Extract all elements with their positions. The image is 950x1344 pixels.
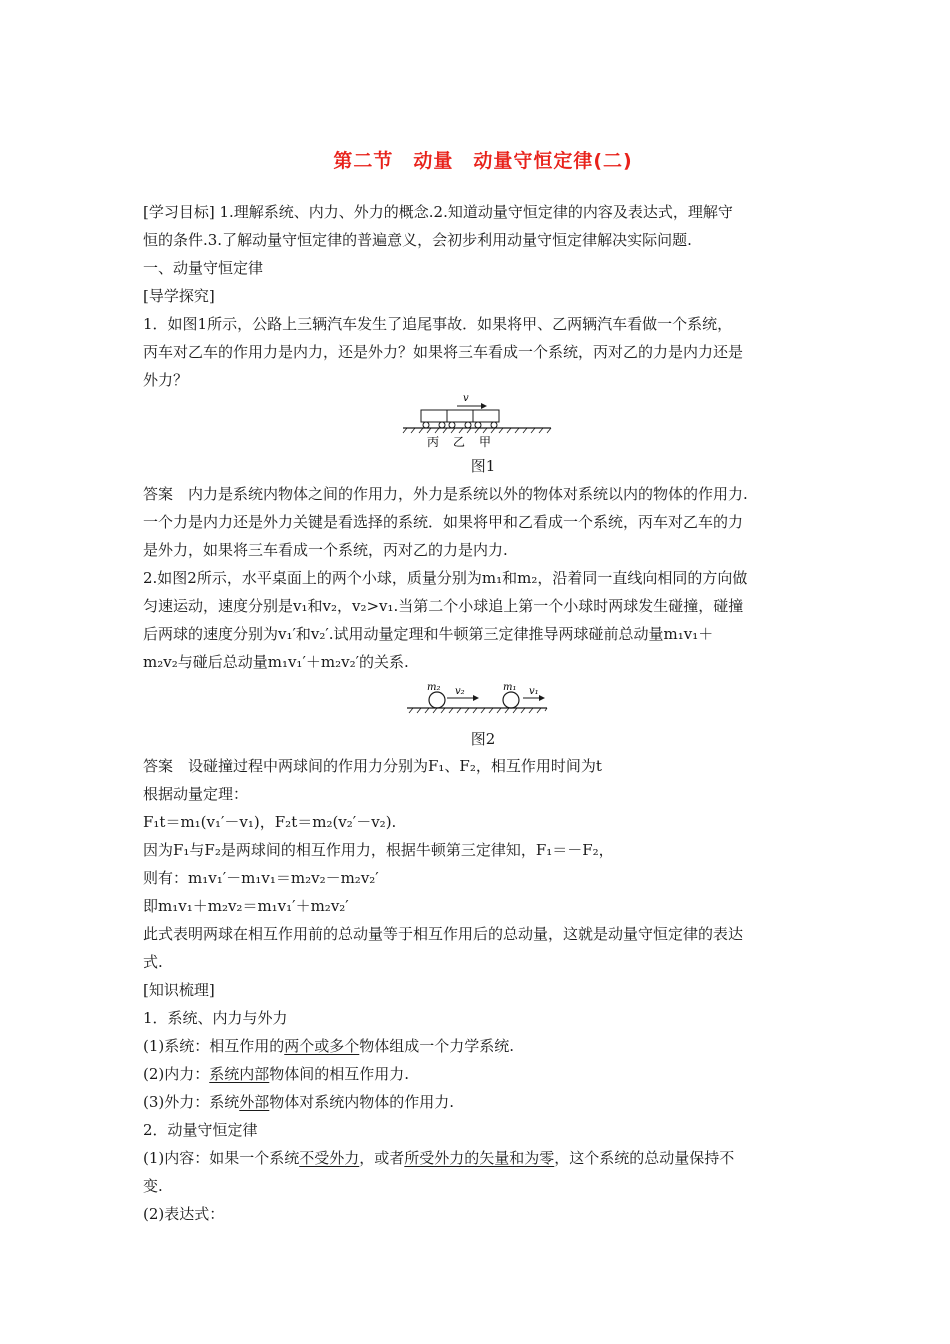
underlined-answer: 不受外力	[299, 1149, 360, 1167]
knowledge-2-item-1	[143, 1148, 823, 1168]
knowledge-1-heading: 1．系统、内力与外力	[143, 1009, 288, 1027]
question-2-line-4: m₂v₂与碰后总动量m₁v₁′＋m₂v₂′的关系.	[143, 653, 409, 671]
road-hatching	[403, 428, 551, 433]
knowledge-2-item-2: (2)表达式：	[143, 1205, 225, 1223]
guide-header: [导学探究]	[143, 287, 215, 305]
text: 物体组成一个力学系统.	[359, 1037, 515, 1055]
fig1-arrow-head	[481, 403, 487, 409]
knowledge-1-item-1	[143, 1036, 823, 1056]
table-hatching	[409, 708, 547, 713]
answer-2-line-3: F₁t＝m₁(v₁′－v₁)，F₂t＝m₂(v₂′－v₂).	[143, 813, 397, 831]
answer-2-line-6: 即m₁v₁＋m₂v₂＝m₁v₁′＋m₂v₂′	[143, 897, 349, 915]
text: ，或者	[359, 1149, 405, 1167]
text: (1)系统：相互作用的	[143, 1037, 285, 1055]
question-2-line-2: 匀速运动，速度分别是v₁和v₂，v₂>v₁.当第二个小球追上第一个小球时两球发生碰撞，碰撞	[143, 597, 744, 615]
fig1-label-yi: 乙	[453, 435, 466, 449]
answer-2-line-7: 此式表明两球在相互作用前的总动量等于相互作用后的总动量，这就是动量守恒定律的表达	[143, 925, 744, 943]
car-yi	[447, 410, 473, 422]
figure-2-caption: 图2	[470, 730, 496, 748]
figure-1-cars	[401, 392, 561, 450]
fig2-v2-arrow-head	[473, 695, 479, 701]
car-jia	[473, 410, 499, 422]
answer-1-line-2: 一个力是内力还是外力关键是看选择的系统．如果将甲和乙看成一个系统，丙车对乙车的力	[143, 513, 744, 531]
answer-1-line-3: 是外力，如果将三车看成一个系统，丙对乙的力是内力.	[143, 541, 508, 559]
knowledge-2-heading: 2．动量守恒定律	[143, 1121, 258, 1139]
question-1-line-1: 1．如图1所示，公路上三辆汽车发生了追尾事故．如果将甲、乙两辆汽车看做一个系统，	[143, 315, 733, 333]
objectives-line-2: 恒的条件.3.了解动量守恒定律的普遍意义，会初步利用动量守恒定律解决实际问题.	[143, 231, 692, 249]
knowledge-2-item-1-cont: 变.	[143, 1177, 163, 1195]
fig1-velocity-label: v	[463, 393, 469, 404]
wheel	[423, 422, 429, 428]
question-2-line-3: 后两球的速度分别为v₁′和v₂′.试用动量定理和牛顿第三定律推导两球碰前总动量m₁v₁＋	[143, 625, 714, 643]
figure-1-caption: 图1	[470, 457, 496, 475]
ball-2	[429, 692, 445, 708]
fig2-v2-label: v₂	[455, 686, 465, 697]
text: (1)内容：如果一个系统	[143, 1149, 300, 1167]
page-title: 第二节 动量 动量守恒定律(二)	[333, 150, 633, 172]
underlined-answer: 两个或多个	[284, 1037, 360, 1055]
fig2-m2-label: m₂	[427, 682, 441, 693]
fig1-label-bing: 丙	[427, 435, 440, 449]
underlined-answer: 系统内部	[209, 1065, 270, 1083]
ball-1	[503, 692, 519, 708]
question-1-line-2: 丙车对乙车的作用力是内力，还是外力？如果将三车看成一个系统，丙对乙的力是内力还是	[143, 343, 744, 361]
fig2-v1-arrow-head	[539, 695, 545, 701]
objectives-line-1: [学习目标] 1.理解系统、内力、外力的概念.2.知道动量守恒定律的内容及表达式，理解守	[143, 203, 733, 221]
fig2-v1-label: v₁	[529, 686, 539, 697]
answer-2-line-5: 则有：m₁v₁′－m₁v₁＝m₂v₂－m₂v₂′	[143, 869, 379, 887]
figure-2-balls	[405, 680, 549, 716]
wheel	[491, 422, 497, 428]
wheel	[449, 422, 455, 428]
wheel	[439, 422, 445, 428]
wheel	[475, 422, 481, 428]
knowledge-1-item-3	[143, 1092, 823, 1112]
car-bing	[421, 410, 447, 422]
underlined-answer: 外部	[239, 1093, 270, 1111]
answer-1-line-1: 答案 内力是系统内物体之间的作用力，外力是系统以外的物体对系统以内的物体的作用力.	[143, 485, 748, 503]
answer-2-line-8: 式.	[143, 953, 163, 971]
answer-2-line-4: 因为F₁与F₂是两球间的相互作用力，根据牛顿第三定律知，F₁＝－F₂，	[143, 841, 614, 859]
fig1-label-jia: 甲	[479, 435, 492, 449]
answer-2-line-1: 答案 设碰撞过程中两球间的作用力分别为F₁、F₂，相互作用时间为t	[143, 757, 602, 775]
text: ，这个系统的总动量保持不	[554, 1149, 735, 1167]
text: (2)内力：	[143, 1065, 210, 1083]
knowledge-1-item-2	[143, 1064, 823, 1084]
knowledge-header: [知识梳理]	[143, 981, 215, 999]
text: 物体对系统内物体的作用力.	[269, 1093, 455, 1111]
text: (3)外力：系统	[143, 1093, 240, 1111]
wheel	[465, 422, 471, 428]
answer-2-line-2: 根据动量定理：	[143, 785, 249, 803]
underlined-answer: 所受外力的矢量和为零	[404, 1149, 555, 1167]
fig2-m1-label: m₁	[503, 682, 517, 693]
question-1-line-3: 外力？	[143, 371, 189, 389]
question-2-line-1: 2.如图2所示，水平桌面上的两个小球，质量分别为m₁和m₂，沿着同一直线向相同的方向做	[143, 569, 748, 587]
section-heading: 一、动量守恒定律	[143, 259, 264, 277]
text: 物体间的相互作用力.	[269, 1065, 410, 1083]
